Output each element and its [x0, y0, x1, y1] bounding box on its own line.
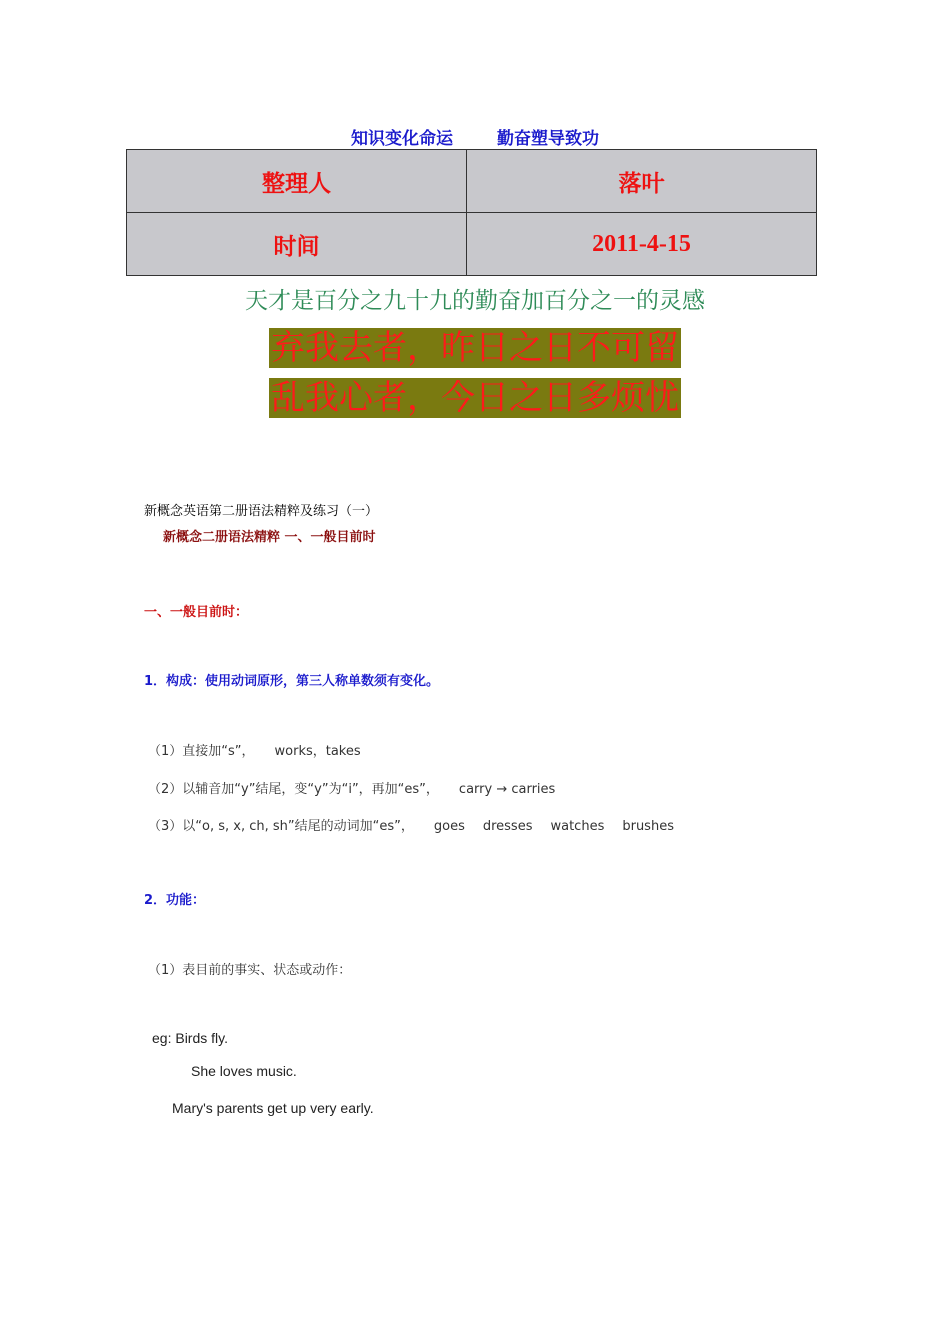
highlight-line-2: 乱我心者，今日之日多烦忧	[271, 378, 679, 418]
rule-1	[148, 740, 361, 759]
rule-3	[148, 815, 674, 834]
point1-heading: 1．构成：使用动词原形，第三人称单数须有变化。	[144, 674, 440, 689]
rule-text: （1）直接加“s”，	[148, 744, 255, 759]
example-sentence: Mary's parents get up very early.	[172, 1100, 374, 1116]
function-1: （1）表目前的事实、状态或动作：	[148, 963, 352, 978]
motto-header	[0, 124, 950, 149]
organizer-value: 落叶	[467, 150, 817, 213]
rule-example: dresses	[482, 819, 533, 834]
rule-example: brushes	[622, 819, 674, 834]
quote: 天才是百分之九十九的勤奋加百分之一的灵感	[245, 288, 705, 314]
organizer-label: 整理人	[127, 150, 467, 213]
rule-example: carry → carries	[458, 782, 556, 797]
section-heading: 一、一般目前时：	[144, 605, 249, 620]
example-sentence: eg: Birds fly.	[152, 1030, 228, 1046]
rule-example: goes	[433, 819, 465, 834]
table-row	[127, 213, 817, 276]
rule-example: works，takes	[274, 744, 361, 759]
time-value: 2011-4-15	[467, 213, 817, 276]
time-label: 时间	[127, 213, 467, 276]
rule-example: watches	[550, 819, 605, 834]
info-table	[126, 149, 817, 276]
document-title: 新概念英语第二册语法精粹及练习（一）	[144, 504, 379, 519]
rule-text: （2）以辅音加“y”结尾，变“y”为“i”，再加“es”，	[148, 782, 439, 797]
table-row	[127, 150, 817, 213]
rule-text: （3）以“o, s, x, ch, sh”结尾的动词加“es”，	[148, 819, 414, 834]
example-sentence: She loves music.	[191, 1063, 297, 1079]
rule-2	[148, 778, 555, 797]
document-subtitle: 新概念二册语法精粹 一、一般目前时	[163, 530, 376, 545]
motto-right: 勤奋塑导致功	[497, 129, 599, 149]
motto-left: 知识变化命运	[351, 129, 453, 149]
highlight-line-1: 弃我去者，昨日之日不可留	[271, 328, 679, 368]
point2-heading: 2．功能：	[144, 893, 206, 908]
